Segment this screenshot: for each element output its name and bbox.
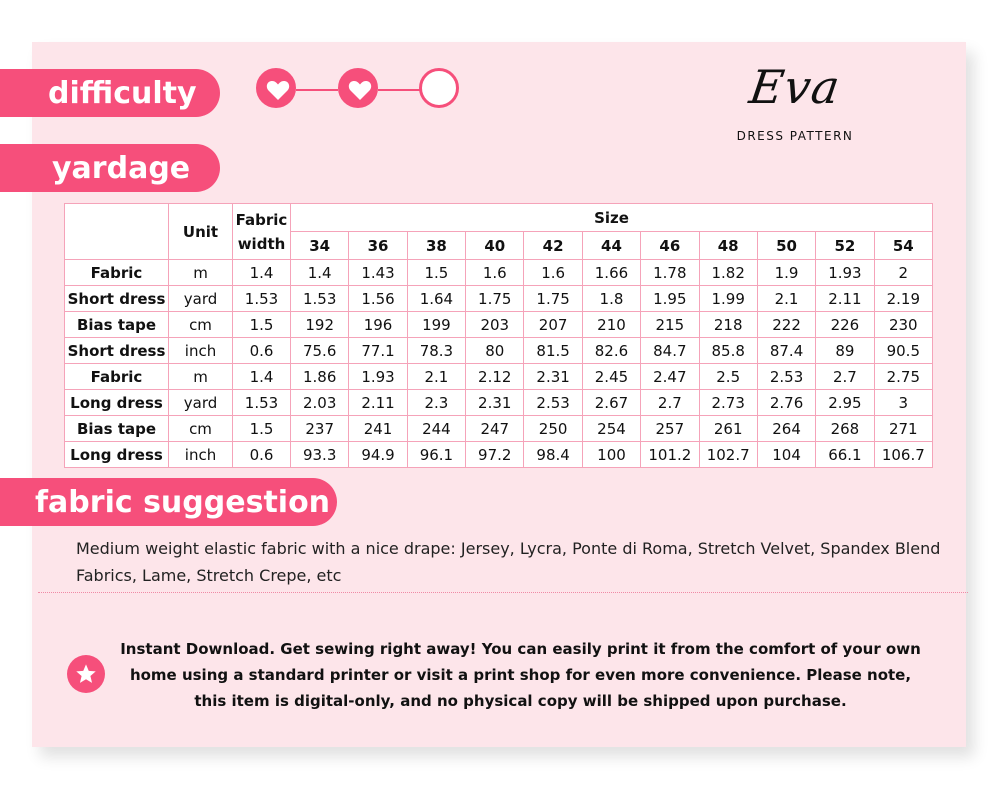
brand-subtitle: DRESS PATTERN	[736, 129, 854, 143]
value-cell: 90.5	[874, 338, 932, 364]
value-cell: 1.8	[582, 286, 640, 312]
heart-icon	[348, 79, 372, 101]
value-cell: 2.7	[816, 364, 874, 390]
value-cell: 2.95	[816, 390, 874, 416]
value-cell: 2.53	[757, 364, 815, 390]
value-cell: 1.4	[291, 260, 349, 286]
table-row	[65, 312, 933, 338]
value-cell: 215	[641, 312, 699, 338]
value-cell: 237	[291, 416, 349, 442]
fabric-width-cell: 1.4	[233, 260, 291, 286]
value-cell: 80	[466, 338, 524, 364]
size-cell: 34	[291, 232, 349, 260]
value-cell: 2.19	[874, 286, 932, 312]
value-cell: 2.1	[757, 286, 815, 312]
value-cell: 218	[699, 312, 757, 338]
yardage-heading: yardage	[0, 144, 220, 192]
corner-cell	[65, 204, 169, 260]
brand-title: Eva	[746, 60, 844, 114]
value-cell: 199	[407, 312, 465, 338]
difficulty-connector	[296, 89, 338, 91]
size-cell: 50	[757, 232, 815, 260]
value-cell: 97.2	[466, 442, 524, 468]
value-cell: 1.93	[816, 260, 874, 286]
value-cell: 82.6	[582, 338, 640, 364]
size-cell: 40	[466, 232, 524, 260]
brand-block	[720, 55, 870, 143]
value-cell: 1.95	[641, 286, 699, 312]
unit-cell: cm	[169, 312, 233, 338]
table-row	[65, 416, 933, 442]
value-cell: 1.56	[349, 286, 407, 312]
value-cell: 1.86	[291, 364, 349, 390]
value-cell: 1.53	[291, 286, 349, 312]
table-row	[65, 260, 933, 286]
fabric-description: Medium weight elastic fabric with a nice drape: Jersey, Lycra, Ponte di Roma, Stretch Velvet, Spandex Blend Fabrics, Lame, Stretch Crepe, etc	[76, 539, 941, 585]
difficulty-connector	[378, 89, 420, 91]
size-cell: 38	[407, 232, 465, 260]
unit-header: Unit	[169, 204, 233, 260]
unit-cell: inch	[169, 442, 233, 468]
difficulty-level-3	[419, 68, 459, 108]
heart-icon	[266, 79, 290, 101]
size-header: Size	[291, 204, 933, 232]
value-cell: 1.99	[699, 286, 757, 312]
value-cell: 241	[349, 416, 407, 442]
value-cell: 2.31	[524, 364, 582, 390]
value-cell: 226	[816, 312, 874, 338]
fabric-suggestion-heading: fabric suggestion	[0, 478, 337, 526]
row-label: Long dress	[65, 442, 169, 468]
value-cell: 230	[874, 312, 932, 338]
row-label: Fabric	[65, 260, 169, 286]
fabric-width-cell: 1.53	[233, 390, 291, 416]
value-cell: 1.75	[466, 286, 524, 312]
value-cell: 2.31	[466, 390, 524, 416]
value-cell: 261	[699, 416, 757, 442]
fabric-width-header-line2: width	[237, 234, 286, 253]
value-cell: 106.7	[874, 442, 932, 468]
value-cell: 2.75	[874, 364, 932, 390]
value-cell: 89	[816, 338, 874, 364]
value-cell: 1.75	[524, 286, 582, 312]
value-cell: 1.64	[407, 286, 465, 312]
value-cell: 1.93	[349, 364, 407, 390]
value-cell: 96.1	[407, 442, 465, 468]
value-cell: 1.6	[524, 260, 582, 286]
notice-badge	[67, 655, 105, 693]
size-cell: 36	[349, 232, 407, 260]
size-cell: 46	[641, 232, 699, 260]
value-cell: 210	[582, 312, 640, 338]
row-label: Short dress	[65, 338, 169, 364]
value-cell: 84.7	[641, 338, 699, 364]
value-cell: 1.66	[582, 260, 640, 286]
instant-download-notice: Instant Download. Get sewing right away! You can easily print it from the comfort of your own home using a standard printer or visit a print shop for even more convenience. Please note, this item is digital-only, and no physical copy will be shipped upon purchase.	[120, 640, 921, 710]
value-cell: 2.3	[407, 390, 465, 416]
size-cell: 48	[699, 232, 757, 260]
difficulty-level-1	[256, 68, 296, 108]
value-cell: 104	[757, 442, 815, 468]
value-cell: 247	[466, 416, 524, 442]
star-icon	[75, 663, 97, 685]
value-cell: 101.2	[641, 442, 699, 468]
fabric-width-cell: 1.53	[233, 286, 291, 312]
value-cell: 1.6	[466, 260, 524, 286]
value-cell: 192	[291, 312, 349, 338]
value-cell: 207	[524, 312, 582, 338]
value-cell: 2.11	[816, 286, 874, 312]
value-cell: 2.45	[582, 364, 640, 390]
value-cell: 222	[757, 312, 815, 338]
value-cell: 203	[466, 312, 524, 338]
value-cell: 102.7	[699, 442, 757, 468]
difficulty-level-2	[338, 68, 378, 108]
value-cell: 66.1	[816, 442, 874, 468]
unit-cell: cm	[169, 416, 233, 442]
row-label: Long dress	[65, 390, 169, 416]
value-cell: 98.4	[524, 442, 582, 468]
row-label: Bias tape	[65, 312, 169, 338]
value-cell: 1.78	[641, 260, 699, 286]
value-cell: 85.8	[699, 338, 757, 364]
value-cell: 271	[874, 416, 932, 442]
table-row	[65, 364, 933, 390]
value-cell: 264	[757, 416, 815, 442]
value-cell: 1.5	[407, 260, 465, 286]
unit-cell: m	[169, 260, 233, 286]
value-cell: 244	[407, 416, 465, 442]
value-cell: 100	[582, 442, 640, 468]
fabric-width-cell: 1.5	[233, 416, 291, 442]
difficulty-heading: difficulty	[0, 69, 220, 117]
unit-cell: inch	[169, 338, 233, 364]
value-cell: 1.9	[757, 260, 815, 286]
table-row	[65, 338, 933, 364]
value-cell: 268	[816, 416, 874, 442]
value-cell: 2.1	[407, 364, 465, 390]
row-label: Bias tape	[65, 416, 169, 442]
value-cell: 196	[349, 312, 407, 338]
value-cell: 2	[874, 260, 932, 286]
value-cell: 1.82	[699, 260, 757, 286]
fabric-width-header	[233, 204, 291, 260]
value-cell: 87.4	[757, 338, 815, 364]
size-cell: 44	[582, 232, 640, 260]
row-label: Fabric	[65, 364, 169, 390]
fabric-width-cell: 1.4	[233, 364, 291, 390]
value-cell: 81.5	[524, 338, 582, 364]
value-cell: 93.3	[291, 442, 349, 468]
table-row	[65, 390, 933, 416]
value-cell: 2.73	[699, 390, 757, 416]
size-cell: 42	[524, 232, 582, 260]
value-cell: 2.12	[466, 364, 524, 390]
fabric-width-cell: 0.6	[233, 338, 291, 364]
value-cell: 94.9	[349, 442, 407, 468]
value-cell: 75.6	[291, 338, 349, 364]
yardage-table	[64, 203, 933, 468]
divider	[38, 592, 968, 593]
value-cell: 78.3	[407, 338, 465, 364]
value-cell: 1.43	[349, 260, 407, 286]
value-cell: 2.5	[699, 364, 757, 390]
row-label: Short dress	[65, 286, 169, 312]
unit-cell: m	[169, 364, 233, 390]
size-cell: 52	[816, 232, 874, 260]
value-cell: 3	[874, 390, 932, 416]
fabric-width-cell: 0.6	[233, 442, 291, 468]
value-cell: 77.1	[349, 338, 407, 364]
value-cell: 2.03	[291, 390, 349, 416]
value-cell: 2.11	[349, 390, 407, 416]
value-cell: 2.53	[524, 390, 582, 416]
table-row	[65, 286, 933, 312]
unit-cell: yard	[169, 286, 233, 312]
size-cell: 54	[874, 232, 932, 260]
value-cell: 2.67	[582, 390, 640, 416]
fabric-width-cell: 1.5	[233, 312, 291, 338]
table-row	[65, 442, 933, 468]
value-cell: 250	[524, 416, 582, 442]
value-cell: 257	[641, 416, 699, 442]
value-cell: 254	[582, 416, 640, 442]
difficulty-rating	[256, 68, 460, 112]
fabric-width-header-line1: Fabric	[235, 210, 288, 229]
value-cell: 2.76	[757, 390, 815, 416]
value-cell: 2.7	[641, 390, 699, 416]
value-cell: 2.47	[641, 364, 699, 390]
unit-cell: yard	[169, 390, 233, 416]
